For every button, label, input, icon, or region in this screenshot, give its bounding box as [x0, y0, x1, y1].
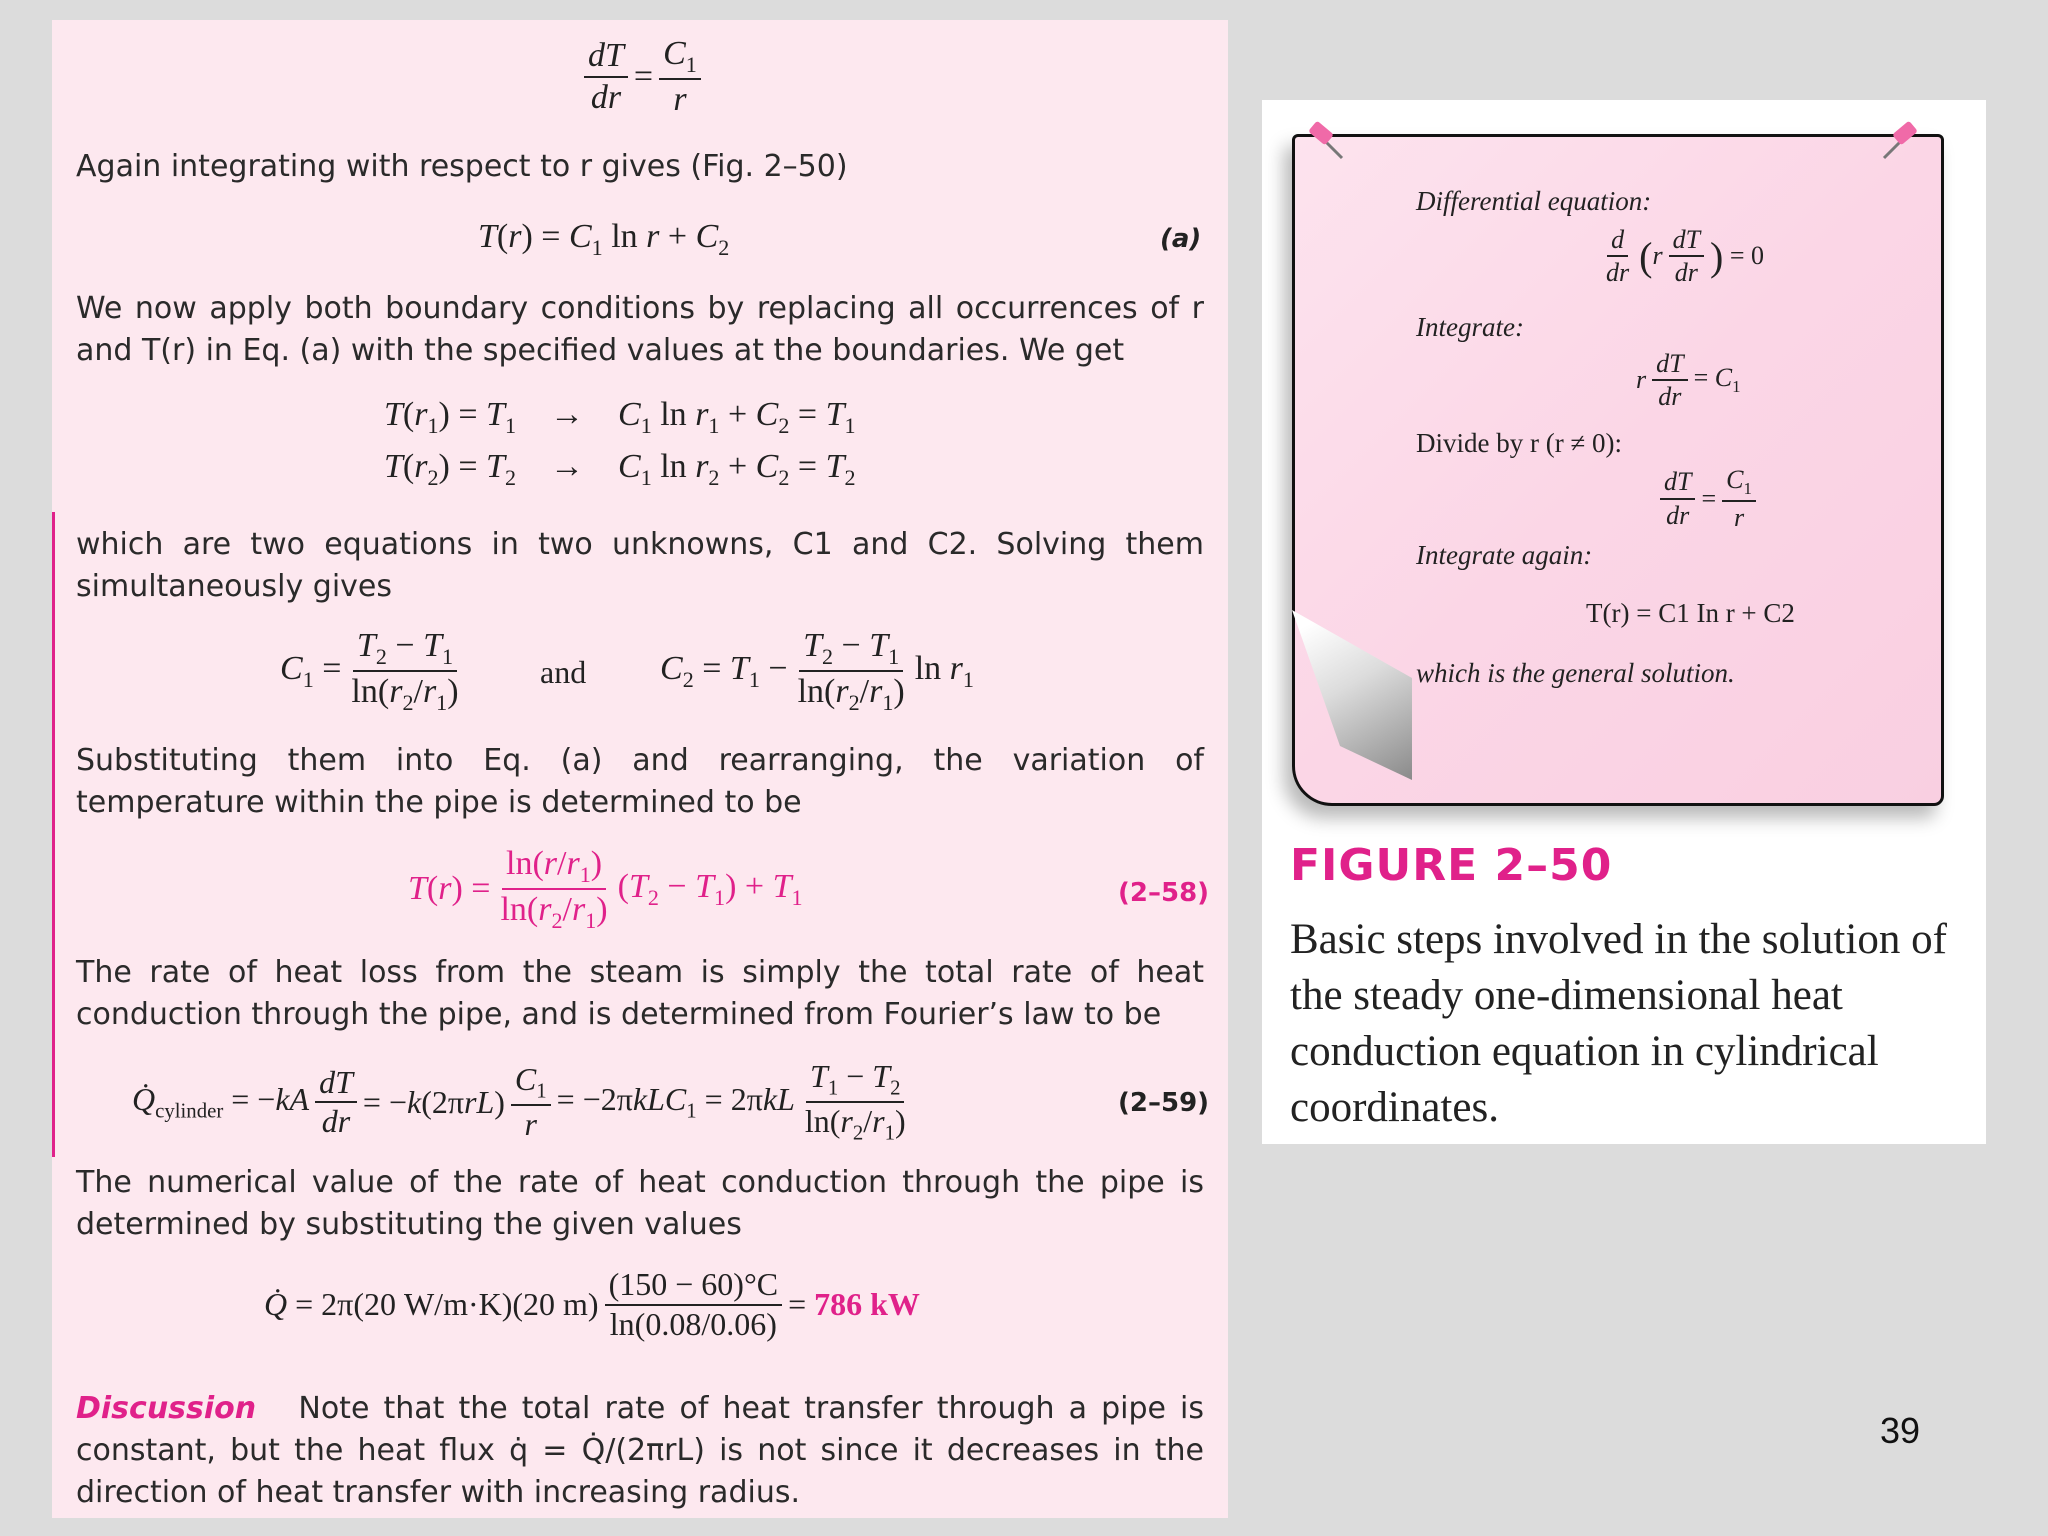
equation-c2: $C_2 = T_1$ − $\frac{T_2 - T_1}{\ln(r_2/r_1)}$ $\ln r_1$ [660, 627, 974, 715]
equation-a: $T(r) = C_1$ $\ln r + C_2$ [478, 218, 730, 260]
discussion-text: Note that the total rate of heat transfer through a pipe is constant, but the heat flux q̇ = Q̇/(2πrL) is not since it decreases in the direction of heat transfer with increasing radius. [76, 1391, 1205, 1510]
figure-title: FIGURE 2–50 [1290, 840, 1613, 891]
step-integrate-label: Integrate: [1416, 312, 1524, 342]
step-integrate-eq: r $\frac{dT}{dr}$ = $C_1$ [1636, 349, 1741, 412]
figure-caption: Basic steps involved in the solution of the steady one-dimensional heat conduction equation in cylindrical coordinates. [1290, 916, 1947, 1131]
equation-c1: $C_1$ = $\frac{T_2 - T_1}{\ln(r_2/r_1)}$ [280, 627, 459, 715]
paragraph-integrate: Again integrating with respect to r gives (Fig. 2–50) [76, 149, 848, 184]
discussion-label: Discussion [76, 1391, 257, 1426]
step-differential-eq: $\frac{d}{dr}$ ( r $\frac{dT}{dr}$ ) = 0 [1606, 225, 1765, 288]
equation-2-59-label: (2–59) [1118, 1088, 1210, 1118]
paragraph-heat-loss: The rate of heat loss from the steam is simply the total rate of heat conduction through the pipe, and is determined from Fourier’s law to be [76, 955, 1204, 1032]
step-divide-label: Divide by r (r ≠ 0): [1416, 428, 1623, 458]
result-value: 786 kW [814, 1286, 920, 1323]
pushpin-icon [1306, 120, 1346, 160]
step-divide-eq: $\frac{dT}{dr}$ = $\frac{C_1}{r}$ [1654, 466, 1762, 531]
equation-dT-dr: $\frac{dT}{dr}$ = $\frac{C_1}{r}$ [578, 36, 707, 118]
pushpin-icon [1880, 120, 1920, 160]
equation-a-label: (a) [1160, 224, 1202, 254]
step-integrate-again-eq: T(r) = C1 In r + C2 [1586, 598, 1795, 628]
equation-bc1: $T(r_1) = T_1$ → $C_1$ $\ln r_1 + C_2 = T_1$ [384, 396, 856, 438]
equation-2-59: $Q̇_{cylinder} = -kA$ $\frac{dT}{dr}$ = −k(2πrL) $\frac{C_1}{r}$ = −2πkLC$_1$ = 2πkL $\frac{T_1 - T_2}{\ln(r_2/r_1)}$ [132, 1058, 906, 1145]
paragraph-numerical: The numerical value of the rate of heat conduction through the pipe is determined by substituting the given values [76, 1165, 1204, 1242]
equation-bc2: $T(r_2) = T_2$ → $C_1$ $\ln r_2 + C_2 = T_2$ [384, 448, 856, 490]
step-differential-label: Differential equation: [1416, 186, 1652, 216]
page-number: 39 [1880, 1410, 1921, 1451]
paragraph-two-unknowns: which are two equations in two unknowns, C1 and C2. Solving them simultaneously gives [76, 527, 1204, 604]
section-marker-line [52, 512, 55, 1157]
paragraph-substituting: Substituting them into Eq. (a) and rearranging, the variation of temperature within the pipe is determined to be [76, 743, 1204, 820]
equation-2-58: T(r) = $\frac{\ln(r/r_1)}{\ln(r_2/r_1)}$ $(T_2 - T_1) + T_1$ [408, 845, 803, 933]
equation-numerical: Q̇ = 2π(20 W/m·K)(20 m) $\frac{(150 - 60)^\circ C}{\ln(0.08/0.06)}$ = 786 kW [264, 1266, 920, 1342]
equation-2-58-label: (2–58) [1118, 878, 1210, 908]
and-word: and [540, 654, 587, 690]
step-general-solution-label: which is the general solution. [1416, 658, 1735, 688]
paragraph-discussion [76, 1388, 1204, 1514]
paragraph-boundary: We now apply both boundary conditions by replacing all occurrences of r and T(r) in Eq. (a) with the specified values at the boundaries. We get [76, 291, 1204, 368]
step-integrate-again-label: Integrate again: [1416, 540, 1593, 570]
